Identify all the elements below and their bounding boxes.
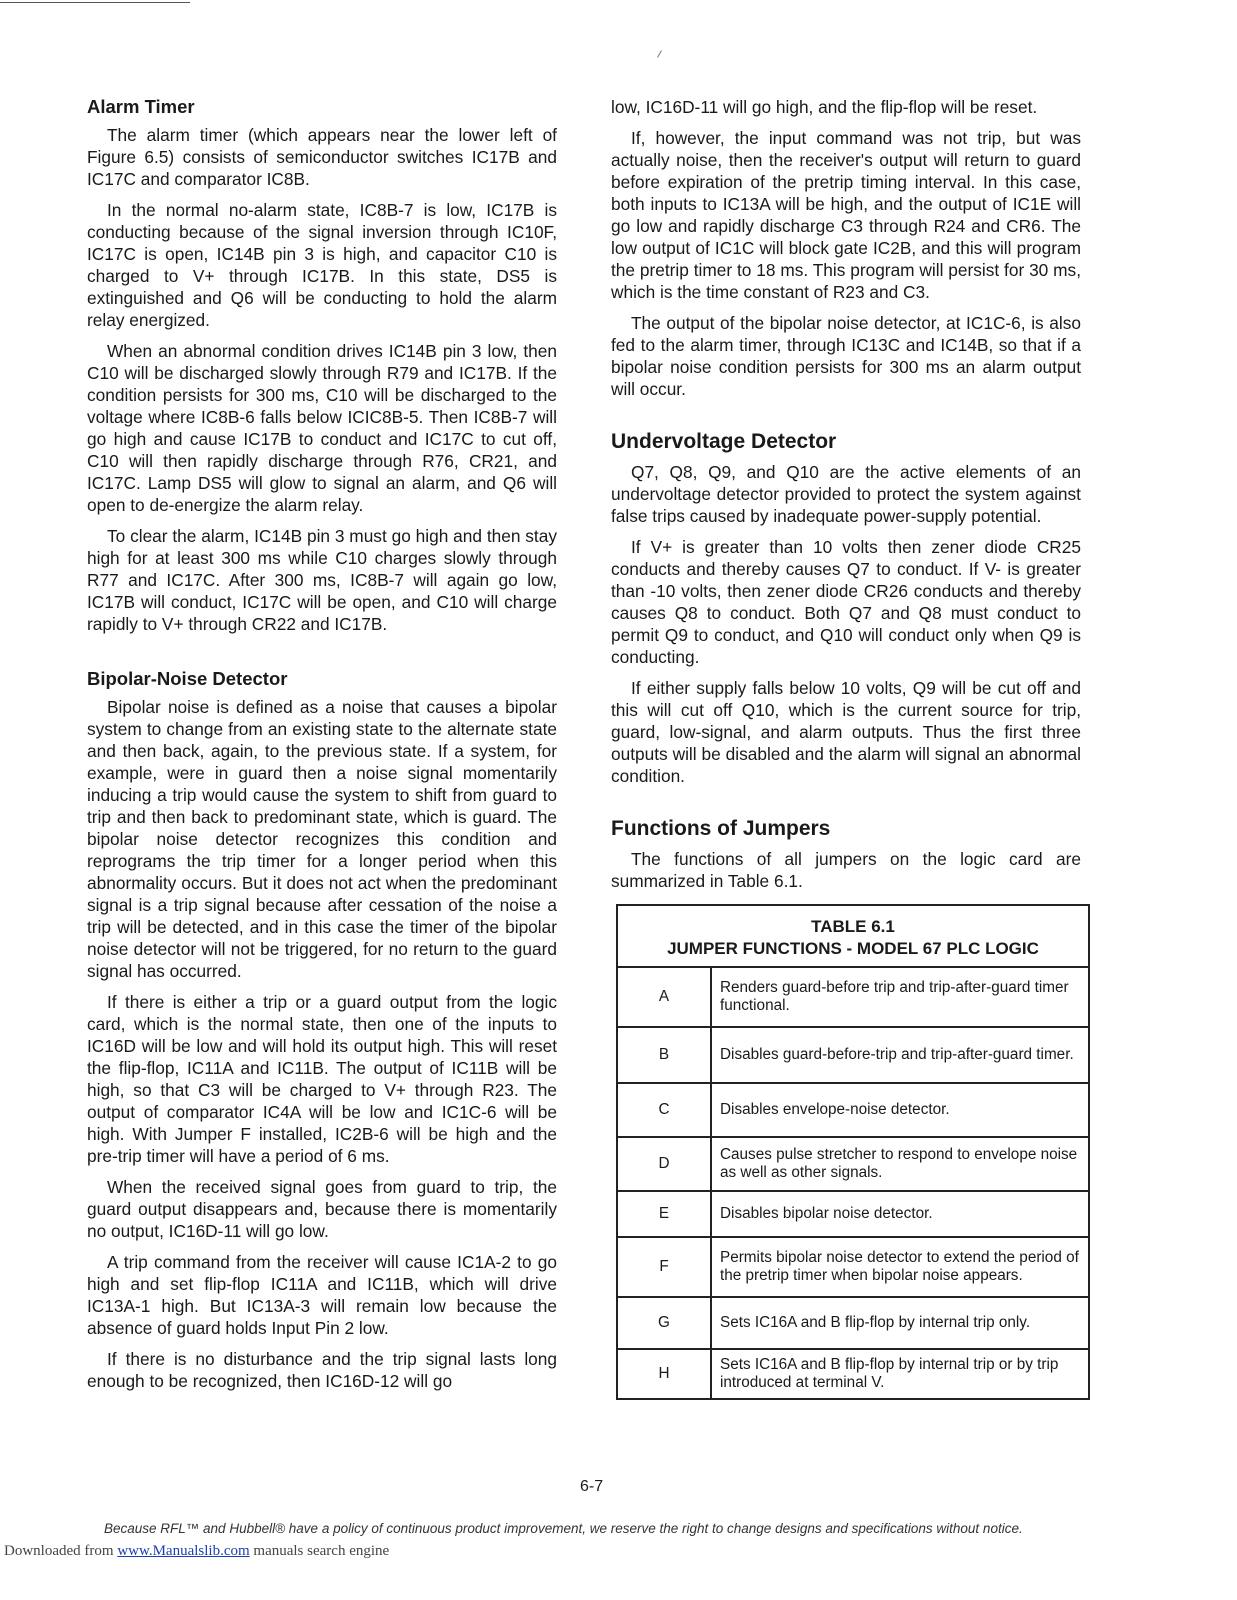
jumper-key: H [617, 1349, 711, 1399]
paragraph: If, however, the input command was not trip, but was actually noise, then the receiver's output will return to guard before expiration of the pretrip timing interval. In this case, both inputs to IC13A will be high, and the output of IC1E will go low and rapidly discharge C3 through R24 and CR6. The low output of IC1C will block gate IC2B, and this will program the pretrip timer to 18 ms. This program will persist for 30 ms, which is the time constant of R23 and C3. [611, 128, 1081, 302]
jumper-description: Renders guard-before trip and trip-after-guard timer functional. [711, 967, 1089, 1027]
table-row [617, 1297, 1089, 1349]
table-subtitle: JUMPER FUNCTIONS - MODEL 67 PLC LOGIC [667, 939, 1039, 958]
heading-bipolar-noise-detector: Bipolar-Noise Detector [87, 668, 288, 689]
jumper-key: G [617, 1297, 711, 1349]
right-column [611, 96, 1081, 1400]
table-row [617, 1349, 1089, 1399]
paragraph: To clear the alarm, IC14B pin 3 must go high and then stay high for at least 300 ms while C10 charges slowly through R77 and IC17C. After 300 ms, IC8B-7 will again go low, IC17B will conduct, IC17C will be open, and C10 will charge rapidly to V+ through CR22 and IC17B. [87, 526, 557, 634]
download-banner [4, 1543, 389, 1560]
top-rule [0, 2, 190, 3]
paragraph: low, IC16D-11 will go high, and the flip-flop will be reset. [611, 97, 1038, 117]
paragraph: If V+ is greater than 10 volts then zener diode CR25 conducts and thereby causes Q7 to conduct. If V- is greater than -10 volts, then zener diode CR26 conducts and thereby causes Q8 to conduct. Both Q7 and Q8 must conduct to permit Q9 to conduct, and Q10 will conduct only when Q9 is conducting. [611, 537, 1081, 667]
paragraph: The functions of all jumpers on the logic card are summarized in Table 6.1. [611, 849, 1081, 891]
table-caption [617, 905, 1089, 967]
paragraph: A trip command from the receiver will cause IC1A-2 to go high and set flip-flop IC11A and IC11B, which will drive IC13A-1 high. But IC13A-3 will remain low because the absence of guard holds Input Pin 2 low. [87, 1252, 557, 1338]
paragraph: When an abnormal condition drives IC14B pin 3 low, then C10 will be discharged slowly through R79 and IC17B. If the condition persists for 300 ms, C10 will be discharged to the voltage where IC8B-6 falls below ICIC8B-5. Then IC8B-7 will go high and cause IC17B to conduct and IC17C to cut off, C10 will then rapidly discharge through R76, CR21, and IC17C. Lamp DS5 will glow to signal an alarm, and Q6 will open to de-energize the alarm relay. [87, 341, 557, 515]
heading-undervoltage-detector: Undervoltage Detector [611, 430, 837, 453]
jumper-description: Sets IC16A and B flip-flop by internal trip or by trip introduced at terminal V. [711, 1349, 1089, 1399]
paragraph: Bipolar noise is defined as a noise that causes a bipolar system to change from an existing state to the alternate state and then back, again, to the previous state. If a system, for example, were in guard then a noise signal momentarily inducing a trip would cause the system to shift from guard to trip and then back to predominant state, which is guard. The bipolar noise detector recognizes this condition and reprograms the trip timer for a longer period when this abnormality occurs. But it does not act when the predominant signal is a trip signal because after cessation of the noise a trip will be detected, and in this case the timer of the bipolar noise detector will not be triggered, for no return to the guard signal has occurred. [87, 697, 557, 981]
scan-mark [657, 50, 662, 57]
table-row [617, 1237, 1089, 1297]
download-suffix: manuals search engine [249, 1543, 390, 1559]
table-row [617, 1191, 1089, 1237]
table-caption-row [617, 905, 1089, 967]
jumper-description: Disables guard-before-trip and trip-after-guard timer. [711, 1027, 1089, 1083]
table-row [617, 1027, 1089, 1083]
jumper-key: E [617, 1191, 711, 1237]
jumper-key: A [617, 967, 711, 1027]
jumper-description: Disables envelope-noise detector. [711, 1083, 1089, 1137]
left-column [87, 96, 557, 1401]
jumper-description: Permits bipolar noise detector to extend the period of the pretrip timer when bipolar noise appears. [711, 1237, 1089, 1297]
jumper-key: D [617, 1137, 711, 1191]
download-prefix: Downloaded from [4, 1543, 118, 1559]
paragraph: When the received signal goes from guard to trip, the guard output disappears and, because there is momentarily no output, IC16D-11 will go low. [87, 1177, 557, 1241]
manualslib-link[interactable]: www.Manualslib.com [117, 1543, 250, 1559]
paragraph: If either supply falls below 10 volts, Q9 will be cut off and this will cut off Q10, which is the current source for trip, guard, low-signal, and alarm outputs. Thus the first three outputs will be disabled and the alarm will signal an abnormal condition. [611, 678, 1081, 786]
table-row [617, 967, 1089, 1027]
heading-alarm-timer: Alarm Timer [87, 96, 195, 117]
paragraph: Q7, Q8, Q9, and Q10 are the active elements of an undervoltage detector provided to protect the system against false trips caused by inadequate power-supply potential. [611, 462, 1081, 526]
page-number: 6-7 [580, 1478, 604, 1495]
table-title: TABLE 6.1 [811, 917, 895, 936]
jumper-key: B [617, 1027, 711, 1083]
jumper-key: C [617, 1083, 711, 1137]
jumper-description: Causes pulse stretcher to respond to envelope noise as well as other signals. [711, 1137, 1089, 1191]
jumper-description: Disables bipolar noise detector. [711, 1191, 1089, 1237]
paragraph: If there is either a trip or a guard output from the logic card, which is the normal state, then one of the inputs to IC16D will be low and will hold its output high. This will reset the flip-flop, IC11A and IC11B. The output of IC11B will be high, so that C3 will be charged to V+ through R23. The output of comparator IC4A will be low and IC1C-6 will be high. With Jumper F installed, IC2B-6 will be high and the pre-trip timer will have a period of 6 ms. [87, 992, 557, 1166]
footer-notice: Because RFL™ and Hubbell® have a policy of continuous product improvement, we reserve the right to change designs and specifications without notice. [104, 1521, 1023, 1536]
jumper-description: Sets IC16A and B flip-flop by internal trip only. [711, 1297, 1089, 1349]
paragraph: The output of the bipolar noise detector, at IC1C-6, is also fed to the alarm timer, through IC13C and IC14B, so that if a bipolar noise condition persists for 300 ms an alarm output will occur. [611, 313, 1081, 399]
table-row [617, 1137, 1089, 1191]
heading-functions-of-jumpers: Functions of Jumpers [611, 817, 831, 840]
jumper-functions-table [616, 904, 1090, 1400]
table-row [617, 1083, 1089, 1137]
paragraph: In the normal no-alarm state, IC8B-7 is low, IC17B is conducting because of the signal inversion through IC10F, IC17C is open, IC14B pin 3 is high, and capacitor C10 is charged to V+ through IC17B. In this state, DS5 is extinguished and Q6 will be conducting to hold the alarm relay energized. [87, 200, 557, 330]
paragraph: If there is no disturbance and the trip signal lasts long enough to be recognized, then IC16D-12 will go [87, 1349, 557, 1391]
jumper-key: F [617, 1237, 711, 1297]
paragraph: The alarm timer (which appears near the lower left of Figure 6.5) consists of semiconductor switches IC17B and IC17C and comparator IC8B. [87, 125, 557, 189]
